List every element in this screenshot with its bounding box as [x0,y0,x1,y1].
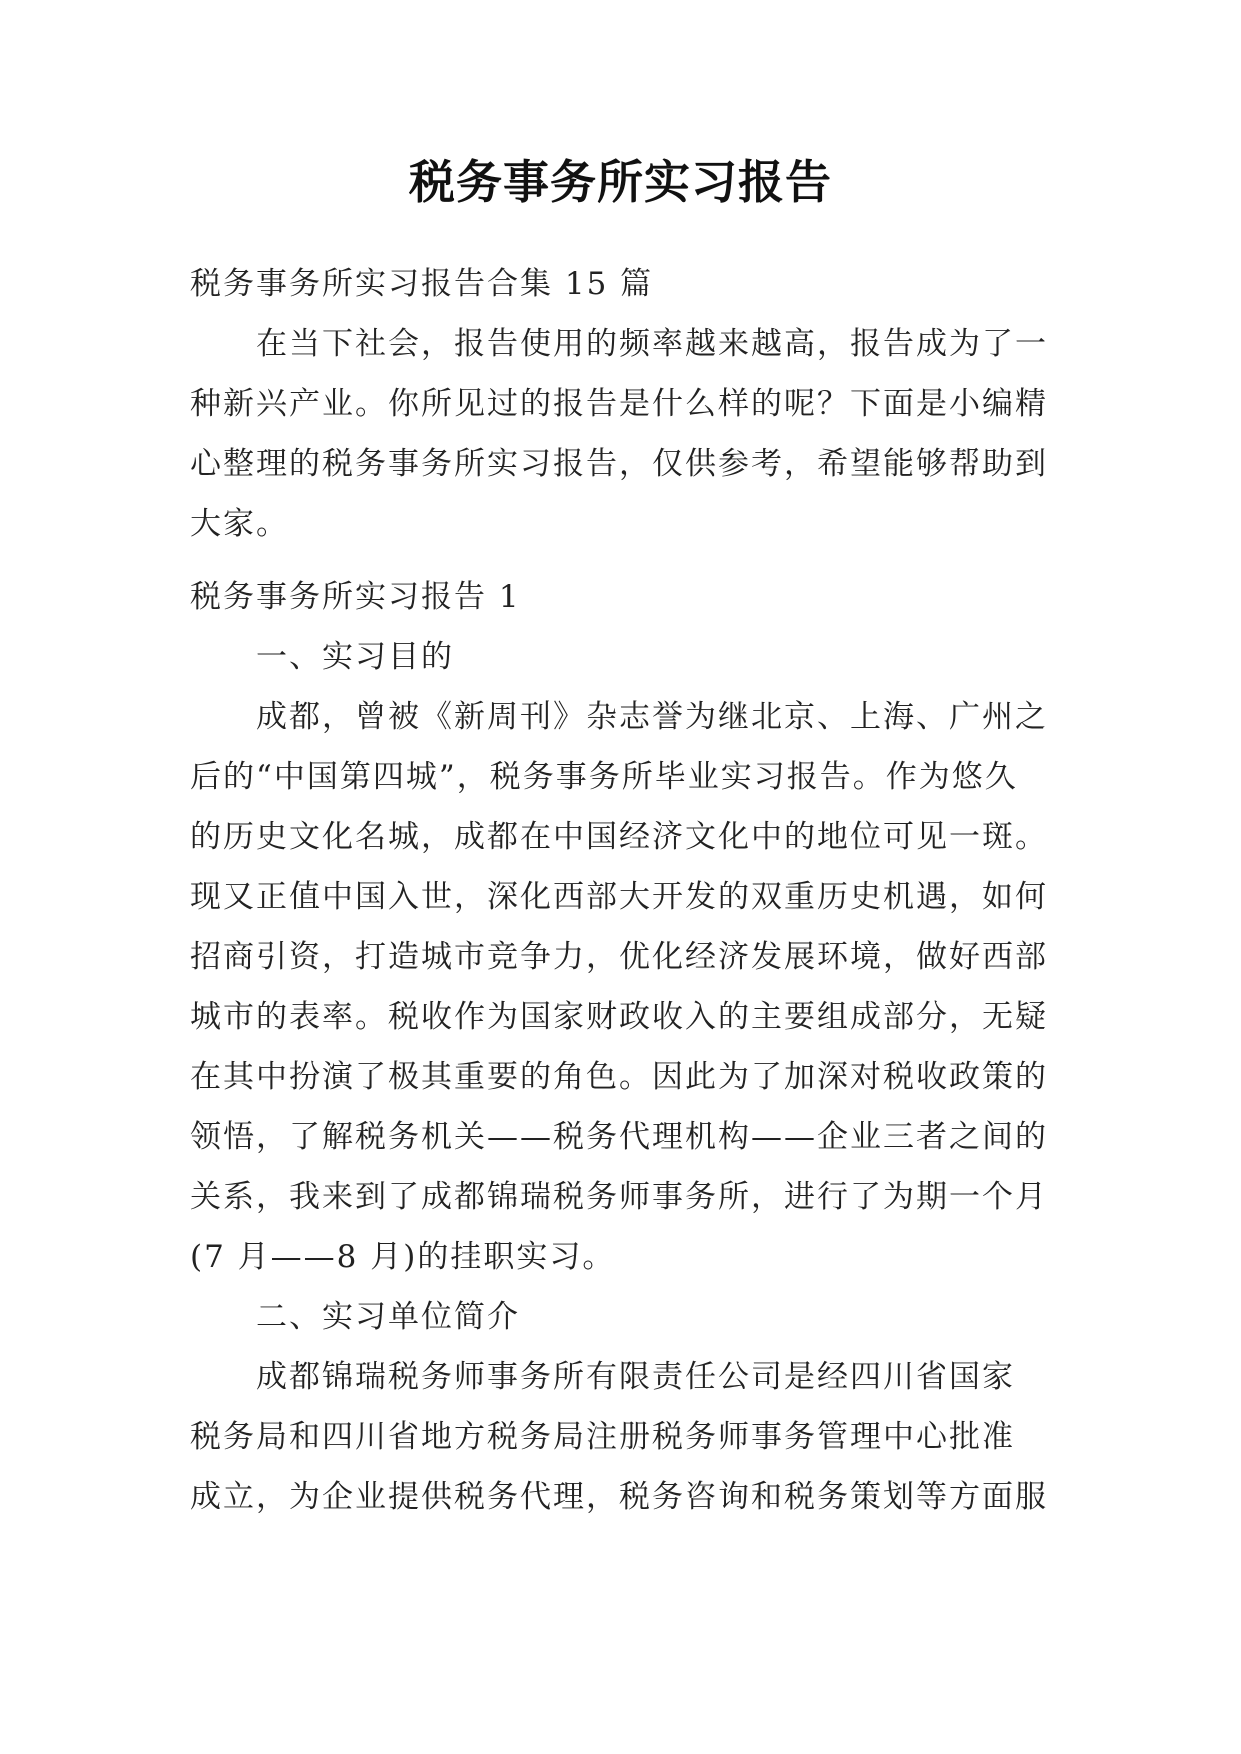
intro-paragraph-line: 在当下社会，报告使用的频率越来越高，报告成为了一 [256,326,1048,362]
intro-section [190,254,1050,554]
report-heading: 税务事务所实习报告 1 [190,579,521,615]
purpose-paragraph-line: 关系，我来到了成都锦瑞税务师事务所，进行了为期一个月 [190,1179,1048,1215]
document-title: 税务事务所实习报告 [409,155,832,209]
unit-paragraph-line: 成都锦瑞税务师事务所有限责任公司是经四川省国家 [256,1359,1015,1395]
purpose-paragraph-line: 城市的表率。税收作为国家财政收入的主要组成部分，无疑 [190,999,1048,1035]
intro-paragraph-line: 大家。 [190,506,289,542]
report-section [190,567,1050,1527]
purpose-paragraph-line: 现又正值中国入世，深化西部大开发的双重历史机遇，如何 [190,879,1048,915]
unit-paragraph-line: 税务局和四川省地方税务局注册税务师事务管理中心批准 [190,1419,1015,1455]
section-heading-unit: 二、实习单位简介 [256,1299,520,1335]
purpose-paragraph-line: 后的“中国第四城”，税务事务所毕业实习报告。作为悠久 [190,759,1018,795]
purpose-paragraph-line: 领悟，了解税务机关——税务代理机构——企业三者之间的 [190,1119,1048,1155]
purpose-paragraph-line: 在其中扮演了极其重要的角色。因此为了加深对税收政策的 [190,1059,1048,1095]
purpose-paragraph-line: (7 月——8 月)的挂职实习。 [190,1239,616,1275]
unit-paragraph-line: 成立，为企业提供税务代理，税务咨询和税务策划等方面服 [190,1479,1048,1515]
intro-paragraph-line: 种新兴产业。你所见过的报告是什么样的呢？下面是小编精 [190,386,1048,422]
intro-paragraph-line: 心整理的税务事务所实习报告，仅供参考，希望能够帮助到 [190,446,1048,482]
purpose-paragraph-line: 招商引资，打造城市竞争力，优化经济发展环境，做好西部 [190,939,1048,975]
purpose-paragraph-line: 的历史文化名城，成都在中国经济文化中的地位可见一斑。 [190,819,1048,855]
purpose-paragraph-line: 成都，曾被《新周刊》杂志誉为继北京、上海、广州之 [256,699,1048,735]
section-heading-purpose: 一、实习目的 [256,639,454,675]
collection-heading: 税务事务所实习报告合集 15 篇 [190,266,654,302]
